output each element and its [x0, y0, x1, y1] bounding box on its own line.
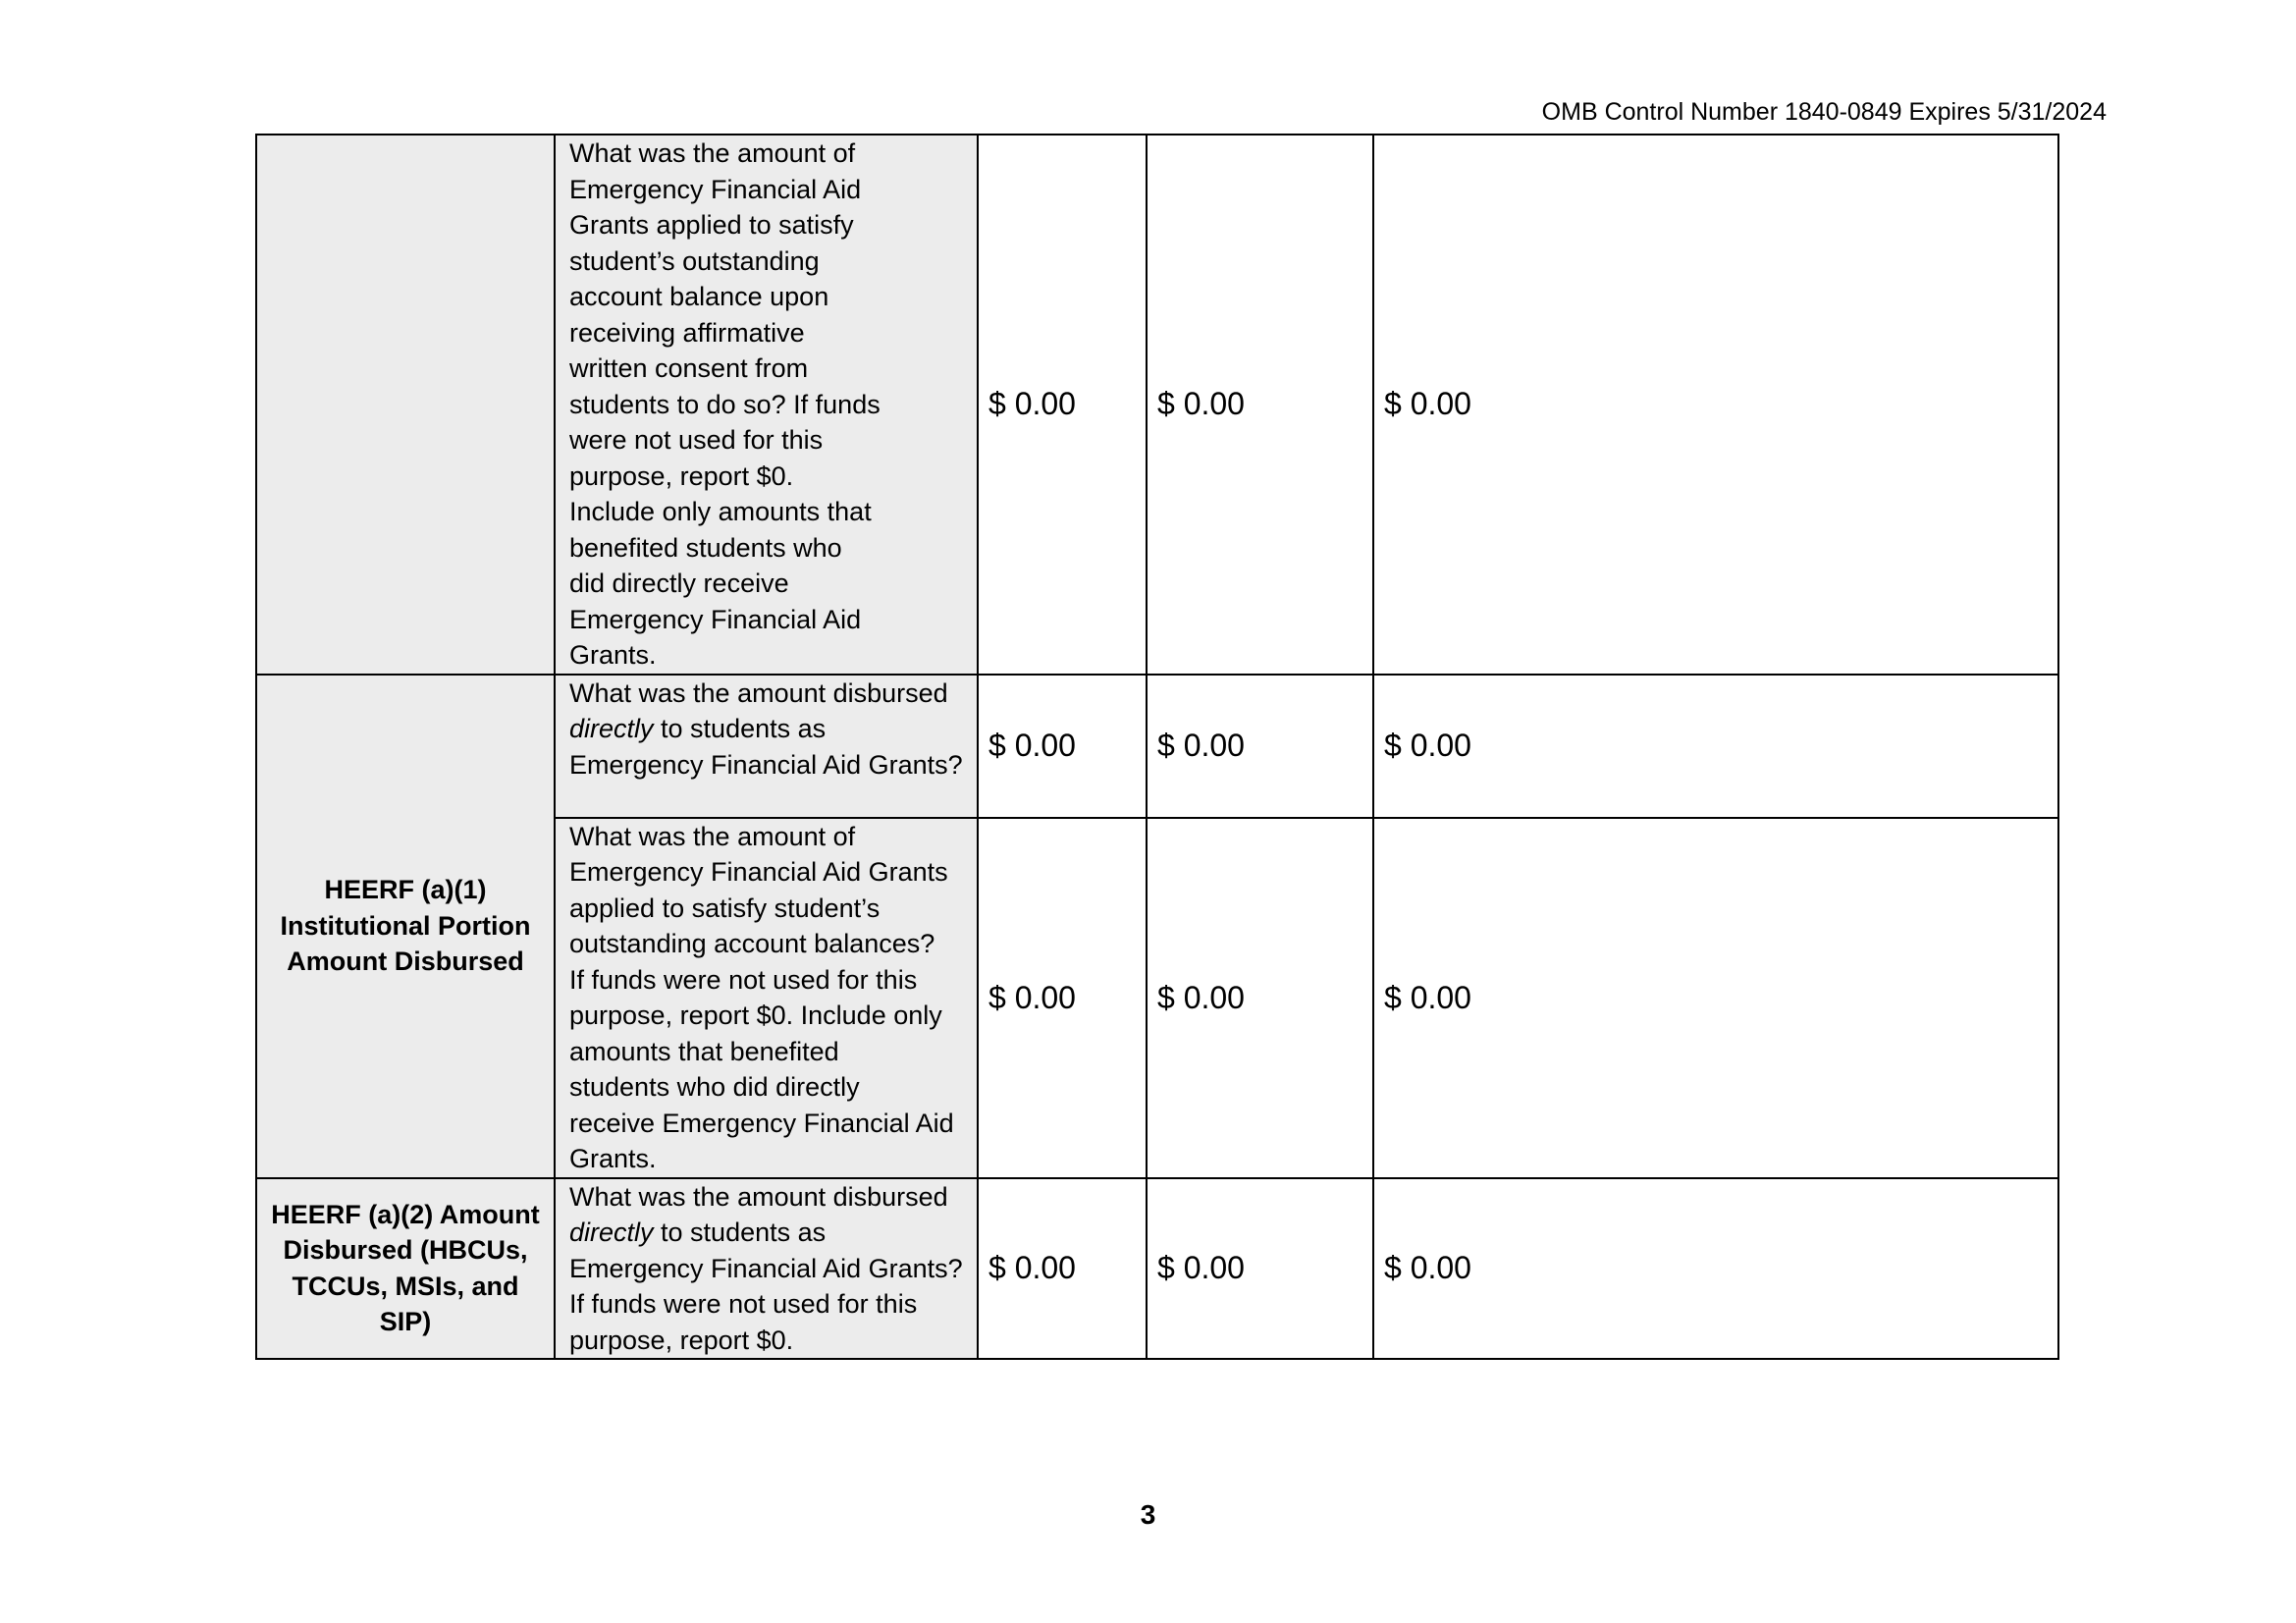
question-text: to students as — [653, 1217, 827, 1247]
question-line: Emergency Financial Aid — [569, 174, 862, 204]
amount-field[interactable]: $ 0.00 — [1147, 675, 1373, 818]
row-label-a2-hbcus — [256, 1178, 555, 1360]
question-line: students to do so? If funds — [569, 389, 881, 419]
question-line: Grants applied to satisfy — [569, 210, 854, 240]
amount-field[interactable]: $ 0.00 — [978, 1178, 1147, 1360]
question-line: If funds were not used for this — [569, 964, 918, 995]
question-line: Emergency Financial Aid — [569, 604, 862, 634]
label-line: HEERF (a)(2) Amount — [271, 1199, 540, 1229]
question-line — [569, 711, 969, 747]
question-line: Grants. — [569, 1144, 657, 1173]
question-line: purpose, report $0. — [569, 1325, 794, 1355]
amount-field[interactable]: $ 0.00 — [1373, 135, 2058, 675]
question-line: applied to satisfy student’s — [569, 893, 881, 923]
amount-field[interactable]: $ 0.00 — [978, 675, 1147, 818]
question-cell — [555, 1178, 978, 1360]
question-cell — [555, 135, 978, 675]
label-line: Amount Disbursed — [287, 947, 524, 977]
question-line: purpose, report $0. Include only — [569, 1001, 942, 1030]
question-line — [569, 1215, 969, 1251]
question-line: What was the amount of — [569, 821, 856, 851]
heerf-report-table — [255, 134, 2059, 1360]
question-line: What was the amount of — [569, 138, 856, 168]
amount-field[interactable]: $ 0.00 — [978, 818, 1147, 1178]
question-line: were not used for this — [569, 425, 824, 455]
amount-field[interactable]: $ 0.00 — [1147, 818, 1373, 1178]
question-line: Emergency Financial Aid Grants? — [569, 749, 963, 780]
table-row — [256, 1178, 2058, 1360]
question-line: students who did directly — [569, 1072, 860, 1102]
italic-emphasis: directly — [569, 714, 654, 743]
question-line: purpose, report $0. — [569, 460, 794, 491]
question-text: to students as — [653, 714, 827, 743]
question-line: receive Emergency Financial Aid — [569, 1108, 954, 1138]
label-line: Disbursed (HBCUs, — [283, 1235, 528, 1266]
label-line: HEERF (a)(1) — [324, 875, 487, 905]
question-line: If funds were not used for this — [569, 1289, 918, 1319]
question-line: amounts that benefited — [569, 1036, 839, 1066]
label-line: Institutional Portion — [280, 910, 531, 941]
question-line: Emergency Financial Aid Grants? — [569, 1253, 963, 1283]
question-line: written consent from — [569, 353, 809, 383]
table-row — [256, 135, 2058, 675]
amount-field[interactable]: $ 0.00 — [1373, 818, 2058, 1178]
label-line: SIP) — [379, 1307, 432, 1337]
question-line: Include only amounts that — [569, 497, 872, 526]
question-line: What was the amount disbursed — [569, 1181, 948, 1212]
row-label-empty — [256, 135, 555, 675]
question-cell — [555, 818, 978, 1178]
question-line: receiving affirmative — [569, 317, 805, 348]
amount-field[interactable]: $ 0.00 — [1373, 1178, 2058, 1360]
label-line: TCCUs, MSIs, and — [292, 1271, 519, 1301]
amount-field[interactable]: $ 0.00 — [1147, 135, 1373, 675]
question-line: outstanding account balances? — [569, 929, 935, 958]
row-label-a1-institutional — [256, 675, 555, 1178]
question-line: benefited students who — [569, 532, 842, 563]
question-line: What was the amount disbursed — [569, 677, 948, 708]
question-cell — [555, 675, 978, 818]
page-number: 3 — [1140, 1499, 1156, 1530]
question-line: did directly receive — [569, 568, 789, 598]
italic-emphasis: directly — [569, 1217, 654, 1247]
question-line: Emergency Financial Aid Grants — [569, 857, 948, 887]
amount-field[interactable]: $ 0.00 — [1373, 675, 2058, 818]
omb-control-number: OMB Control Number 1840-0849 Expires 5/31/2024 — [1541, 98, 2107, 126]
amount-field[interactable]: $ 0.00 — [978, 135, 1147, 675]
table-row — [256, 675, 2058, 818]
question-line: student’s outstanding — [569, 245, 820, 276]
amount-field[interactable]: $ 0.00 — [1147, 1178, 1373, 1360]
question-line: Grants. — [569, 640, 657, 670]
question-line: account balance upon — [569, 282, 829, 311]
